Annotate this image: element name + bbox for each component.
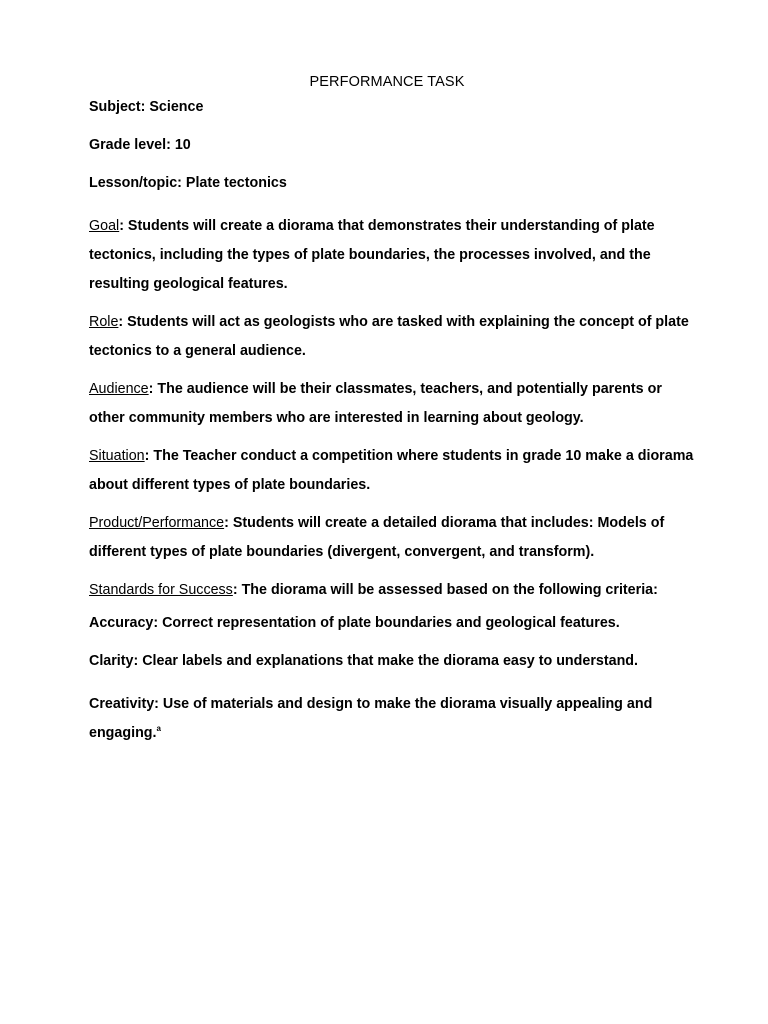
role-label: Role bbox=[89, 314, 119, 330]
role-text: : Students will act as geologists who are tasked with explaining the concept of plate tectonics to a general audience. bbox=[89, 314, 689, 359]
criterion-accuracy: Accuracy: Correct representation of plate boundaries and geological features. bbox=[89, 615, 620, 631]
subject-line: Subject: Science bbox=[89, 99, 204, 115]
standards-text: : The diorama will be assessed based on the following criteria: bbox=[232, 582, 658, 598]
product-performance-paragraph bbox=[89, 509, 701, 567]
audience-text: : The audience will be their classmates, teachers, and potentially parents or other community members who are interested in learning about geology. bbox=[89, 381, 662, 426]
product-performance-label: Product/Performance bbox=[89, 515, 225, 531]
audience-paragraph bbox=[89, 375, 701, 433]
role-paragraph bbox=[89, 308, 701, 366]
document-title: PERFORMANCE TASK bbox=[309, 74, 465, 90]
document-body bbox=[89, 98, 701, 757]
topic-line: Lesson/topic: Plate tectonics bbox=[89, 175, 287, 191]
audience-label: Audience bbox=[89, 381, 149, 397]
grade-level-line: Grade level: 10 bbox=[89, 137, 191, 153]
footnote-mark: a bbox=[156, 724, 161, 734]
product-performance-text: : Students will create a detailed diorama that includes: Models of different types of plate boundaries (divergent, convergent, and transform). bbox=[89, 515, 665, 560]
situation-paragraph bbox=[89, 442, 701, 500]
situation-text: : The Teacher conduct a competition where students in grade 10 make a diorama about different types of plate boundaries. bbox=[89, 448, 694, 493]
goal-paragraph bbox=[89, 212, 701, 299]
situation-label: Situation bbox=[89, 448, 145, 464]
goal-label: Goal bbox=[89, 218, 120, 234]
standards-paragraph bbox=[89, 576, 701, 605]
goal-text: : Students will create a diorama that demonstrates their understanding of plate tectonics, including the types of plate boundaries, the processes involved, and the resulting geological features. bbox=[89, 218, 655, 292]
standards-label: Standards for Success bbox=[89, 582, 233, 598]
criterion-clarity: Clarity: Clear labels and explanations that make the diorama easy to understand. bbox=[89, 653, 639, 669]
criterion-creativity bbox=[89, 690, 701, 748]
criterion-creativity-text: Creativity: Use of materials and design to make the diorama visually appealing and engaging. bbox=[89, 696, 653, 741]
